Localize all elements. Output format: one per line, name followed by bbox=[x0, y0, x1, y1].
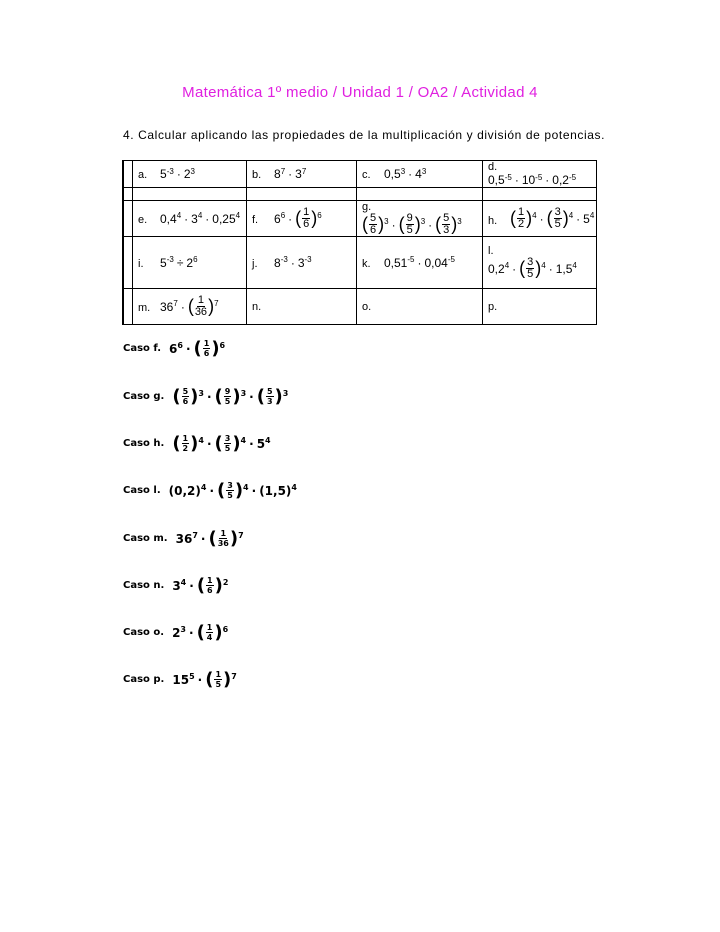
base: 0,4 bbox=[160, 211, 177, 226]
caso-line bbox=[123, 622, 228, 643]
operator: · bbox=[251, 483, 257, 498]
operator: · bbox=[288, 167, 293, 181]
paren-left: ( bbox=[256, 386, 265, 407]
paren-left: ( bbox=[295, 208, 302, 228]
exercise-cell bbox=[133, 161, 247, 188]
denominator: 6 bbox=[207, 586, 213, 595]
numerator: 9 bbox=[224, 387, 231, 396]
denominator: 6 bbox=[203, 349, 210, 358]
operator: · bbox=[206, 389, 212, 404]
table-row bbox=[123, 289, 597, 325]
base: 15 bbox=[172, 672, 190, 687]
exercise-cell bbox=[247, 201, 357, 237]
exponent: 4 bbox=[589, 211, 595, 220]
numerator: 5 bbox=[182, 387, 189, 396]
exponent: 6 bbox=[222, 625, 229, 634]
exponent: 6 bbox=[193, 255, 198, 264]
exercise-cell bbox=[357, 289, 483, 325]
paren-right: ) bbox=[232, 433, 241, 454]
fraction bbox=[224, 434, 232, 453]
fraction bbox=[554, 207, 562, 230]
exponent: 6 bbox=[219, 341, 226, 350]
paren-right: ) bbox=[214, 622, 223, 643]
numerator: 1 bbox=[203, 339, 210, 348]
exercise-label: l. bbox=[488, 245, 494, 257]
exponent: 5 bbox=[189, 672, 195, 681]
math-expression bbox=[160, 167, 195, 181]
exponent: 4 bbox=[198, 436, 204, 445]
caso-line bbox=[123, 386, 288, 407]
denominator: 5 bbox=[406, 224, 413, 236]
numerator: 3 bbox=[224, 434, 231, 443]
paren-left: ( bbox=[519, 258, 526, 278]
exponent: 3 bbox=[421, 166, 427, 176]
math-expression bbox=[172, 622, 228, 643]
exponent: 6 bbox=[177, 341, 183, 350]
fraction bbox=[206, 623, 214, 642]
exponent: 4 bbox=[240, 436, 247, 445]
base: 0,25 bbox=[212, 211, 236, 226]
paren-left: ( bbox=[187, 296, 194, 316]
exponent: 3 bbox=[180, 625, 186, 634]
caso-line bbox=[123, 480, 297, 501]
paren-right: ) bbox=[274, 386, 283, 407]
math-expression bbox=[488, 257, 577, 280]
caso-line bbox=[123, 528, 244, 549]
base: 6 bbox=[274, 211, 281, 226]
fraction bbox=[203, 339, 211, 358]
paren-right: ) bbox=[211, 338, 220, 359]
numerator: 1 bbox=[220, 529, 227, 538]
operator: · bbox=[189, 578, 194, 593]
exponent: 7 bbox=[192, 531, 198, 540]
exercise-label: d. bbox=[488, 161, 498, 173]
exponent: 7 bbox=[231, 672, 237, 681]
math-expression bbox=[176, 528, 244, 549]
exercise-label: f. bbox=[252, 213, 259, 226]
exercise-label: a. bbox=[138, 169, 148, 181]
exponent: -5 bbox=[504, 172, 512, 182]
paren-right: ) bbox=[234, 480, 244, 501]
base: 5 bbox=[583, 211, 590, 226]
numerator: 5 bbox=[370, 212, 377, 224]
paren-left: ( bbox=[214, 386, 223, 407]
exercise-cell bbox=[357, 161, 483, 188]
base: 3 bbox=[297, 255, 305, 270]
base: 5 bbox=[256, 436, 266, 451]
operator: · bbox=[408, 167, 413, 181]
exercise-cell bbox=[483, 237, 597, 289]
exercise-label: p. bbox=[488, 300, 498, 313]
denominator: 36 bbox=[194, 306, 208, 318]
caso-label: Caso l. bbox=[123, 485, 161, 496]
base: 3 bbox=[191, 211, 198, 226]
empty-cell bbox=[357, 188, 483, 201]
denominator: 6 bbox=[303, 218, 310, 230]
exponent: -5 bbox=[568, 172, 577, 182]
operator: · bbox=[209, 483, 214, 498]
gutter-cell bbox=[123, 289, 133, 325]
paren-right: ) bbox=[190, 433, 199, 454]
exponent: 7 bbox=[214, 299, 219, 308]
exercise-cell bbox=[247, 161, 357, 188]
operator: · bbox=[290, 255, 295, 270]
base: 8 bbox=[274, 167, 281, 181]
denominator: 5 bbox=[224, 397, 231, 406]
exercise-label: k. bbox=[362, 257, 371, 270]
exercise-label: c. bbox=[362, 169, 371, 181]
paren-left: ( bbox=[214, 433, 223, 454]
exercise-cell bbox=[133, 237, 247, 289]
base: 8 bbox=[274, 255, 281, 270]
fraction bbox=[517, 207, 525, 230]
table-row bbox=[123, 161, 597, 188]
denominator: 3 bbox=[266, 397, 273, 406]
exercise-cell bbox=[357, 201, 483, 237]
exponent: -5 bbox=[535, 172, 543, 182]
page-title: Matemática 1º medio / Unidad 1 / OA2 / Actividad 4 bbox=[182, 84, 538, 101]
exponent: 7 bbox=[301, 166, 307, 176]
denominator: 5 bbox=[227, 491, 233, 500]
paren-left: ( bbox=[196, 622, 205, 643]
exponent: 4 bbox=[568, 211, 574, 220]
math-expression bbox=[160, 212, 240, 226]
exponent: 7 bbox=[238, 531, 244, 540]
operator: · bbox=[205, 211, 210, 226]
denominator: 2 bbox=[182, 444, 189, 453]
empty-cell bbox=[247, 188, 357, 201]
fraction bbox=[406, 213, 414, 236]
exponent: 4 bbox=[200, 483, 207, 492]
operator: · bbox=[180, 299, 185, 314]
exponent: 3 bbox=[282, 389, 289, 398]
denominator: 2 bbox=[518, 218, 525, 230]
operator: · bbox=[576, 211, 581, 226]
paren-left: ( bbox=[398, 214, 405, 234]
base: 4 bbox=[415, 167, 422, 181]
operator: · bbox=[200, 531, 206, 546]
paren-left: ( bbox=[172, 386, 181, 407]
paren-right: ) bbox=[229, 528, 239, 549]
exercise-cell bbox=[483, 201, 597, 237]
caso-line bbox=[123, 433, 271, 454]
math-expression bbox=[274, 167, 306, 181]
gutter-cell bbox=[123, 201, 133, 237]
paren-right: ) bbox=[311, 208, 318, 228]
paren-right: ) bbox=[414, 214, 421, 234]
fraction bbox=[206, 576, 214, 595]
exponent: 4 bbox=[532, 211, 537, 220]
exercise-cell bbox=[247, 237, 357, 289]
math-expression bbox=[362, 213, 462, 236]
operator: ÷ bbox=[176, 255, 184, 270]
math-expression bbox=[274, 207, 322, 230]
operator: · bbox=[548, 261, 553, 276]
exercise-instruction: 4. Calcular aplicando las propiedades de la multiplicación y división de potencias. bbox=[123, 128, 606, 142]
fraction bbox=[369, 213, 377, 236]
numerator: 5 bbox=[266, 387, 273, 396]
denominator: 36 bbox=[217, 539, 229, 548]
base: 0,2 bbox=[552, 173, 569, 187]
exponent: 7 bbox=[280, 166, 286, 176]
paren-right: ) bbox=[232, 386, 241, 407]
numerator: 1 bbox=[182, 434, 189, 443]
exponent: 3 bbox=[420, 217, 426, 226]
math-expression bbox=[169, 480, 297, 501]
operator: · bbox=[539, 211, 544, 226]
exercise-cell bbox=[357, 237, 483, 289]
empty-cell bbox=[123, 188, 133, 201]
math-expression bbox=[384, 167, 426, 181]
exponent: 4 bbox=[180, 578, 187, 587]
operator: · bbox=[249, 436, 254, 451]
paren-right: ) bbox=[526, 208, 533, 228]
exercise-label: o. bbox=[362, 300, 372, 313]
paren-left: ( bbox=[205, 669, 214, 690]
paren-left: ( bbox=[193, 338, 202, 359]
math-expression bbox=[384, 256, 455, 270]
operator: · bbox=[206, 436, 212, 451]
empty-cell bbox=[483, 188, 597, 201]
exponent: 4 bbox=[235, 211, 241, 220]
table-row bbox=[123, 237, 597, 289]
denominator: 6 bbox=[182, 397, 189, 406]
base: (1,5) bbox=[259, 483, 292, 498]
operator: · bbox=[185, 341, 191, 356]
denominator: 3 bbox=[443, 224, 450, 236]
fraction bbox=[302, 207, 310, 230]
math-expression bbox=[172, 433, 270, 454]
numerator: 3 bbox=[227, 481, 233, 490]
denominator: 5 bbox=[554, 218, 561, 230]
exponent: 3 bbox=[190, 166, 195, 176]
caso-label: Caso p. bbox=[123, 674, 165, 685]
numerator: 3 bbox=[527, 256, 534, 268]
numerator: 9 bbox=[406, 212, 413, 224]
caso-label: Caso h. bbox=[123, 438, 165, 449]
base: (0,2) bbox=[168, 483, 201, 498]
spacer-row bbox=[123, 188, 597, 201]
exponent: -3 bbox=[304, 255, 312, 264]
caso-label: Caso g. bbox=[123, 391, 165, 402]
base: 10 bbox=[521, 173, 536, 187]
numerator: 1 bbox=[518, 206, 525, 218]
exercise-label: b. bbox=[252, 169, 262, 181]
numerator: 1 bbox=[207, 576, 213, 585]
math-expression bbox=[488, 173, 576, 187]
paren-right: ) bbox=[214, 575, 223, 596]
exponent: 3 bbox=[457, 217, 462, 226]
exponent: 4 bbox=[572, 261, 577, 270]
numerator: 1 bbox=[197, 294, 204, 306]
operator: · bbox=[514, 173, 519, 187]
fraction bbox=[182, 387, 190, 406]
exponent: -3 bbox=[166, 255, 174, 264]
paren-left: ( bbox=[435, 214, 442, 234]
operator: · bbox=[417, 255, 422, 270]
exponent: 7 bbox=[173, 299, 178, 308]
numerator: 1 bbox=[215, 670, 222, 679]
math-expression bbox=[172, 575, 228, 596]
exercise-label: m. bbox=[138, 301, 151, 314]
paren-left: ( bbox=[546, 208, 553, 228]
exercise-label: j. bbox=[252, 257, 258, 270]
fraction bbox=[224, 387, 232, 406]
math-expression bbox=[274, 256, 312, 270]
exercise-cell bbox=[483, 289, 597, 325]
exponent: 4 bbox=[291, 483, 297, 492]
fraction bbox=[442, 213, 450, 236]
fraction bbox=[195, 295, 207, 318]
exercise-label: e. bbox=[138, 213, 148, 226]
math-expression bbox=[169, 338, 225, 359]
denominator: 6 bbox=[370, 224, 377, 236]
exponent: 6 bbox=[317, 211, 322, 220]
base: 2 bbox=[186, 255, 194, 270]
paren-right: ) bbox=[190, 386, 199, 407]
numerator: 3 bbox=[554, 206, 561, 218]
exercise-label: h. bbox=[488, 215, 498, 227]
base: 0,51 bbox=[384, 255, 408, 270]
base: 5 bbox=[160, 167, 167, 181]
base: 5 bbox=[160, 255, 167, 270]
exponent: 3 bbox=[198, 389, 204, 398]
exponent: 4 bbox=[265, 436, 271, 445]
exercise-table bbox=[122, 160, 597, 325]
caso-line bbox=[123, 338, 225, 359]
base: 0,04 bbox=[424, 255, 448, 270]
table-row bbox=[123, 201, 597, 237]
caso-label: Caso o. bbox=[123, 627, 165, 638]
base: 1,5 bbox=[555, 261, 573, 276]
operator: · bbox=[545, 173, 550, 187]
caso-label: Caso f. bbox=[123, 343, 161, 354]
exponent: 6 bbox=[280, 211, 286, 220]
base: 0,5 bbox=[384, 167, 401, 181]
fraction bbox=[218, 529, 229, 548]
exercise-cell bbox=[483, 161, 597, 188]
exercise-label: n. bbox=[252, 300, 262, 313]
exponent: 2 bbox=[222, 578, 229, 587]
base: 6 bbox=[169, 341, 178, 356]
operator: · bbox=[288, 211, 293, 226]
denominator: 5 bbox=[224, 444, 231, 453]
fraction bbox=[526, 257, 534, 280]
exercise-label: i. bbox=[138, 257, 144, 270]
numerator: 1 bbox=[303, 206, 310, 218]
math-expression bbox=[510, 207, 594, 230]
denominator: 5 bbox=[527, 268, 534, 280]
exercise-cell bbox=[247, 289, 357, 325]
empty-cell bbox=[133, 188, 247, 201]
paren-left: ( bbox=[510, 208, 516, 228]
operator: · bbox=[197, 672, 203, 687]
math-expression bbox=[172, 386, 288, 407]
operator: · bbox=[176, 167, 181, 181]
fraction bbox=[226, 481, 234, 500]
caso-line bbox=[123, 575, 228, 596]
exponent: -3 bbox=[166, 166, 174, 176]
paren-right: ) bbox=[223, 669, 232, 690]
math-expression bbox=[172, 669, 236, 690]
exponent: 3 bbox=[400, 166, 406, 176]
fraction bbox=[266, 387, 274, 406]
denominator: 5 bbox=[215, 680, 222, 689]
base: 36 bbox=[175, 531, 193, 546]
paren-left: ( bbox=[196, 575, 206, 596]
exercise-cell bbox=[133, 289, 247, 325]
caso-label: Caso m. bbox=[123, 533, 168, 544]
fraction bbox=[214, 670, 222, 689]
operator: · bbox=[184, 211, 189, 226]
exponent: 4 bbox=[243, 483, 249, 492]
exponent: 4 bbox=[197, 211, 203, 220]
paren-right: ) bbox=[378, 214, 385, 234]
exponent: 4 bbox=[504, 261, 510, 270]
paren-left: ( bbox=[172, 433, 181, 454]
paren-right: ) bbox=[208, 296, 215, 316]
numerator: 1 bbox=[206, 623, 213, 632]
operator: · bbox=[189, 625, 194, 640]
math-expression bbox=[160, 256, 198, 270]
exercise-label: g. bbox=[362, 201, 372, 213]
paren-right: ) bbox=[562, 208, 569, 228]
base: 2 bbox=[183, 167, 191, 181]
numerator: 5 bbox=[443, 212, 450, 224]
operator: · bbox=[391, 217, 396, 232]
operator: · bbox=[249, 389, 254, 404]
exponent: -5 bbox=[407, 255, 415, 264]
base: 36 bbox=[160, 299, 174, 314]
exponent: 3 bbox=[384, 217, 389, 226]
base: 2 bbox=[172, 625, 181, 640]
exponent: 4 bbox=[176, 211, 182, 220]
base: 0,2 bbox=[488, 261, 505, 276]
exercise-cell bbox=[133, 201, 247, 237]
paren-left: ( bbox=[208, 528, 217, 549]
exponent: -3 bbox=[280, 255, 288, 264]
math-expression bbox=[160, 295, 219, 318]
operator: · bbox=[512, 261, 517, 276]
caso-label: Caso n. bbox=[123, 580, 165, 591]
gutter-cell bbox=[123, 161, 133, 188]
fraction bbox=[182, 434, 190, 453]
paren-left: ( bbox=[217, 480, 226, 501]
base: 3 bbox=[295, 167, 302, 181]
base: 3 bbox=[172, 578, 181, 593]
exponent: 4 bbox=[541, 261, 546, 270]
exponent: -5 bbox=[447, 255, 455, 264]
paren-left: ( bbox=[362, 214, 368, 234]
paren-right: ) bbox=[451, 214, 458, 234]
denominator: 4 bbox=[206, 633, 213, 642]
paren-right: ) bbox=[535, 258, 542, 278]
base: 0,5 bbox=[488, 173, 505, 187]
exponent: 3 bbox=[240, 389, 247, 398]
caso-line bbox=[123, 669, 237, 690]
gutter-cell bbox=[123, 237, 133, 289]
operator: · bbox=[428, 217, 433, 232]
